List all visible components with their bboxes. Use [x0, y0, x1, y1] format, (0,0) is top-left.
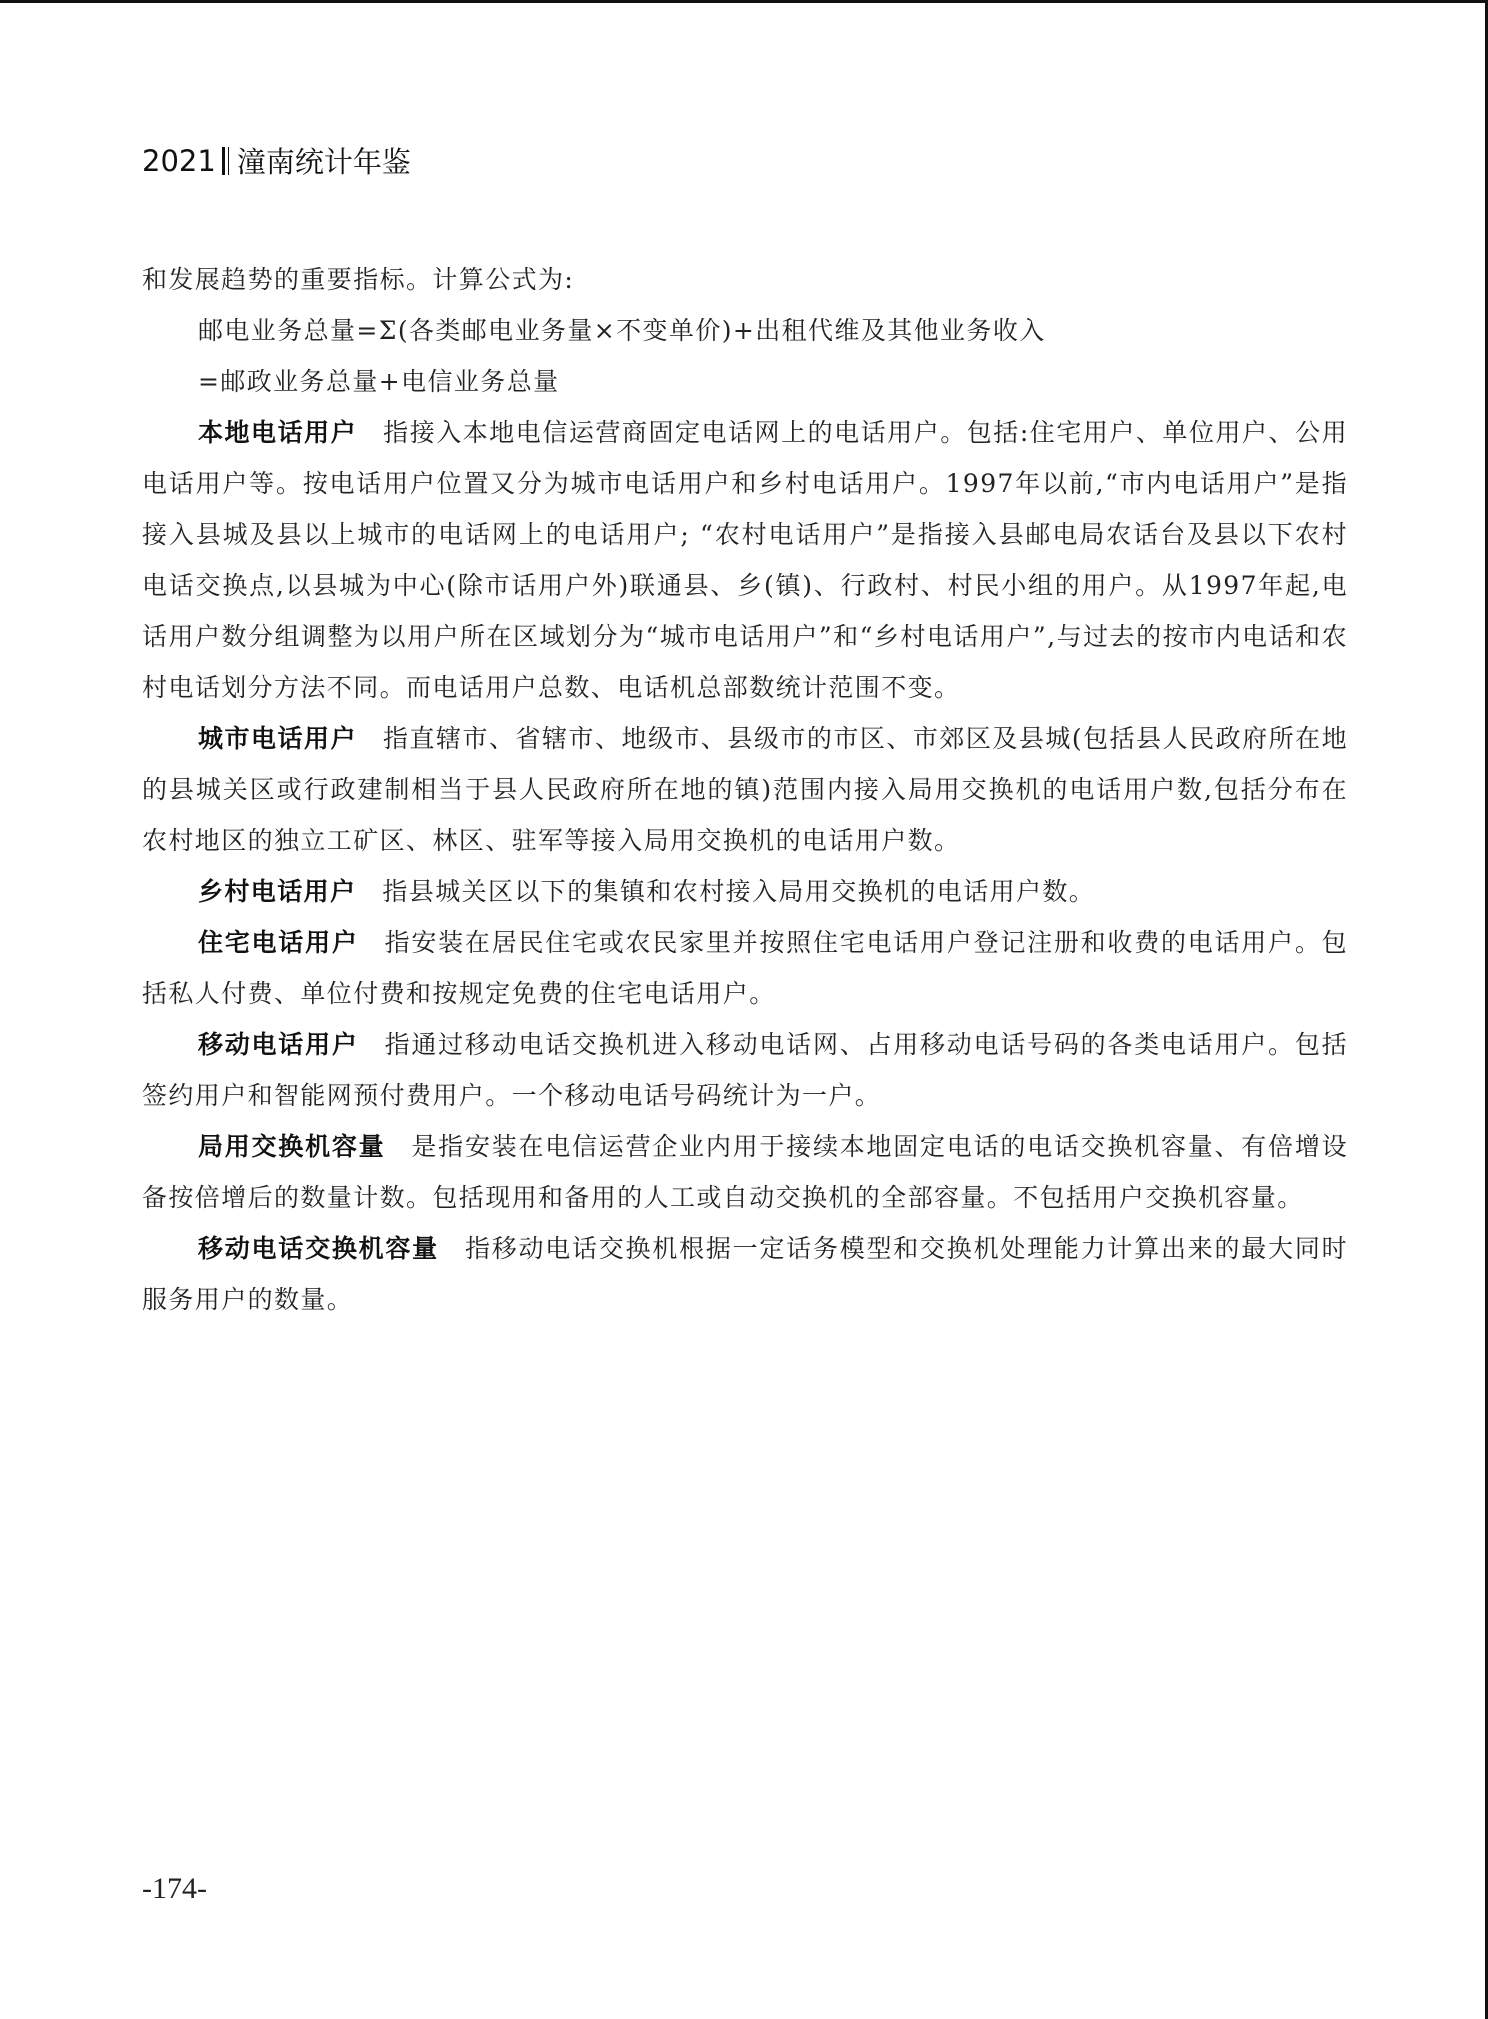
formula-line-1 — [142, 305, 1348, 356]
definition-text: 指通过移动电话交换机进入移动电话网、占用移动电话号码的各类电话用户。包括签约用户和智能网预付费用户。一个移动电话号码统计为一户。 — [142, 1030, 1348, 1110]
definition-term: 本地电话用户 — [198, 418, 358, 447]
paragraph-text: =邮政业务总量+电信业务总量 — [198, 367, 560, 396]
page-number: -174- — [142, 1872, 207, 1905]
definition-term: 局用交换机容量 — [198, 1132, 386, 1161]
definition-mobile-telephone-users — [142, 1019, 1348, 1121]
definition-text: 指县城关区以下的集镇和农村接入局用交换机的电话用户数。 — [382, 877, 1096, 906]
definition-term: 城市电话用户 — [198, 724, 357, 753]
definition-text: 指移动电话交换机根据一定话务模型和交换机处理能力计算出来的最大同时服务用户的数量。 — [142, 1234, 1348, 1314]
definition-mobile-switch-capacity — [142, 1223, 1348, 1325]
definition-local-telephone-users — [142, 407, 1348, 713]
definition-term: 移动电话用户 — [198, 1030, 359, 1059]
definition-text: 指安装在居民住宅或农民家里并按照住宅电话用户登记注册和收费的电话用户。包括私人付费、单位付费和按规定免费的住宅电话用户。 — [142, 928, 1348, 1008]
formula-line-2 — [142, 356, 1348, 407]
definition-urban-telephone-users — [142, 713, 1348, 866]
paragraph-continuation — [142, 254, 1348, 305]
header-title: 潼南统计年鉴 — [236, 145, 411, 179]
definition-term: 移动电话交换机容量 — [198, 1234, 439, 1263]
running-header — [142, 140, 411, 181]
header-year: 2021 — [142, 143, 216, 178]
definition-text: 指接入本地电信运营商固定电话网上的电话用户。包括:住宅用户、单位用户、公用电话用户等。按电话用户位置又分为城市电话用户和乡村电话用户。1997年以前,“市内电话用户”是指接入县城及县以上城市的电话网上的电话用户; “农村电话用户”是指接入县邮电局农话台及县以下农村电话交换点,以县城为中心(除市话用户外)联通县、乡(镇)、行政村、村民小组的用户。从1997年起,电话用户数分组调整为以用户所在区域划分为“城市电话用户”和“乡村电话用户”,与过去的按市内电话和农村电话划分方法不同。而电话用户总数、电话机总部数统计范围不变。 — [142, 418, 1348, 702]
definition-text: 是指安装在电信运营企业内用于接续本地固定电话的电话交换机容量、有倍增设备按倍增后的数量计数。包括现用和备用的人工或自动交换机的全部容量。不包括用户交换机容量。 — [142, 1132, 1348, 1212]
body-text — [142, 254, 1348, 1325]
definition-rural-telephone-users — [142, 866, 1348, 917]
definition-residential-telephone-users — [142, 917, 1348, 1019]
paragraph-text: 邮电业务总量=Σ(各类邮电业务量×不变单价)+出租代维及其他业务收入 — [198, 316, 1046, 345]
paragraph-text: 和发展趋势的重要指标。计算公式为: — [142, 265, 575, 294]
top-border-line — [0, 0, 1488, 3]
definition-term: 住宅电话用户 — [198, 928, 359, 957]
definition-term: 乡村电话用户 — [198, 877, 357, 906]
definition-office-switch-capacity — [142, 1121, 1348, 1223]
header-separator — [222, 147, 229, 175]
definition-text: 指直辖市、省辖市、地级市、县级市的市区、市郊区及县城(包括县人民政府所在地的县城关区或行政建制相当于县人民政府所在地的镇)范围内接入局用交换机的电话用户数,包括分布在农村地区的独立工矿区、林区、驻军等接入局用交换机的电话用户数。 — [142, 724, 1348, 855]
